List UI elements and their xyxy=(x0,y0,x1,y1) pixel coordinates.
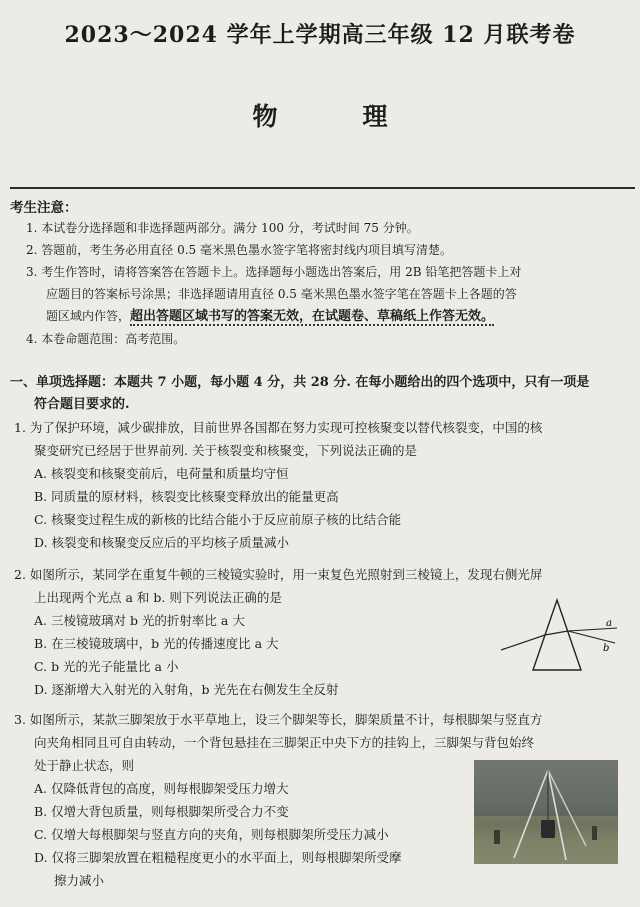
q1-stem-1: 1. 为了保护环境，减少碳排放，目前世界各国都在努力实现可控核聚变以替代核裂变，中国的核 xyxy=(14,420,543,435)
internal-ray xyxy=(545,631,568,635)
q1-option-c: C. 核聚变过程生成的新核的比结合能小于反应前原子核的比结合能 xyxy=(34,512,402,527)
notice-list xyxy=(26,217,632,350)
q3-option-c: C. 仅增大每根脚架与竖直方向的夹角，则每根脚架所受压力减小 xyxy=(34,827,389,842)
q3-option-a: A. 仅降低背包的高度，则每根脚架受压力增大 xyxy=(34,781,289,796)
notice-item-3-emphasis: 超出答题区域书写的答案无效，在试题卷、草稿纸上作答无效。 xyxy=(130,309,495,324)
q3-option-d-1: D. 仅将三脚架放置在粗糙程度更小的水平面上，则每根脚架所受摩 xyxy=(34,850,402,865)
q2-stem-1: 2. 如图所示，某同学在重复牛顿的三棱镜实验时，用一束复色光照射到三棱镜上，发现右侧光屏 xyxy=(14,567,543,582)
notice-heading: 考生注意： xyxy=(10,200,78,216)
question-1 xyxy=(14,416,632,554)
q3-stem-3: 处于静止状态，则 xyxy=(34,758,135,773)
q3-option-b: B. 仅增大背包质量，则每根脚架所受合力不变 xyxy=(34,804,289,819)
ray-b xyxy=(568,631,615,643)
q1-option-d: D. 核裂变和核聚变反应后的平均核子质量减小 xyxy=(34,535,290,550)
notice-item-1: 1. 本试卷分选择题和非选择题两部分。满分 100 分，考试时间 75 分钟。 xyxy=(26,221,419,235)
exam-title: 2023～2024 学年上学期高三年级 12 月联考卷 xyxy=(64,22,576,48)
prism-triangle xyxy=(533,600,581,670)
section-line-1: 一、单项选择题：本题共 7 小题，每小题 4 分，共 28 分. 在每小题给出的四个选项中，只有一项是 xyxy=(10,375,590,390)
q3-stem-1: 3. 如图所示，某款三脚架放于水平草地上，设三个脚架等长，脚架质量不计，每根脚架与竖直方 xyxy=(14,712,543,727)
notice-item-3a: 3. 考生作答时，请将答案答在答题卡上。选择题每小题选出答案后，用 2B 铅笔把答题卡上对 xyxy=(26,265,522,279)
q2-option-b: B. 在三棱镜玻璃中，b 光的传播速度比 a 大 xyxy=(34,636,279,651)
question-2 xyxy=(14,563,543,701)
section-line-2: 符合题目要求的. xyxy=(34,397,130,412)
prism-diagram xyxy=(495,598,625,674)
header-divider xyxy=(10,187,635,189)
q2-option-c: C. b 光的光子能量比 a 小 xyxy=(34,659,179,674)
section-heading xyxy=(10,372,632,416)
tripod-illustration xyxy=(474,760,618,864)
q1-option-b: B. 同质量的原材料，核裂变比核聚变释放出的能量更高 xyxy=(34,489,339,504)
q1-stem-2: 聚变研究已经居于世界前列. 关于核裂变和核聚变，下列说法正确的是 xyxy=(34,443,417,458)
ray-label-b: b xyxy=(603,643,610,654)
tripod-photo xyxy=(474,760,618,864)
q2-option-d: D. 逐渐增大入射光的入射角，b 光先在右侧发生全反射 xyxy=(34,682,339,697)
subject-title: 物 理 xyxy=(252,102,418,131)
q3-stem-2: 向夹角相同且可自由转动，一个背包悬挂在三脚架正中央下方的挂钩上，三脚架与背包始终 xyxy=(34,735,535,750)
q2-stem-2: 上出现两个光点 a 和 b. 则下列说法正确的是 xyxy=(34,590,282,605)
notice-item-3c xyxy=(26,305,632,328)
notice-item-3c-text: 题区域内作答， xyxy=(46,309,131,323)
q3-option-d-2: 擦力减小 xyxy=(54,873,105,888)
q2-option-a: A. 三棱镜玻璃对 b 光的折射率比 a 大 xyxy=(34,613,245,628)
incident-ray xyxy=(501,635,545,650)
ray-label-a: a xyxy=(606,618,612,629)
notice-item-3b: 应题目的答案标号涂黑；非选择题请用直径 0.5 毫米黑色墨水签字笔在答题卡上各题的答 xyxy=(46,287,517,301)
q1-option-a: A. 核裂变和核聚变前后，电荷量和质量均守恒 xyxy=(34,466,289,481)
notice-item-4: 4. 本卷命题范围：高考范围。 xyxy=(26,332,186,346)
notice-item-2: 2. 答题前，考生务必用直径 0.5 毫米黑色墨水签字笔将密封线内项目填写清楚。 xyxy=(26,243,452,257)
